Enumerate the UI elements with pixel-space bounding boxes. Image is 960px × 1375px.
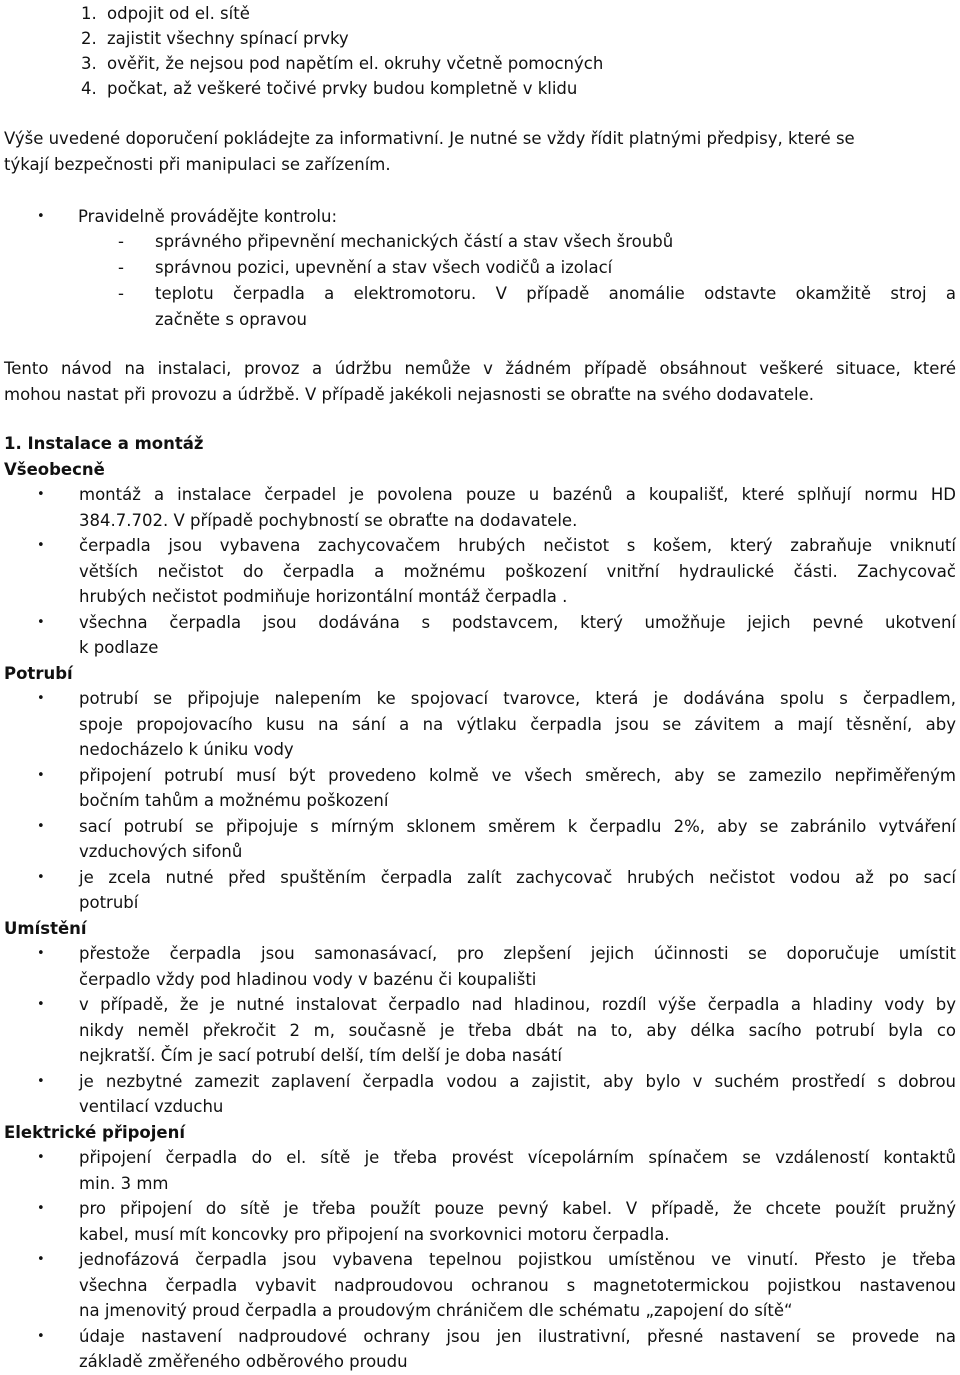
step-number: 2. <box>81 29 97 48</box>
general-list <box>0 482 960 661</box>
item-line: potrubí se připojuje nalepením ke spojovací tvarovce, která je dodávána spolu s čerpadlem, <box>79 689 956 708</box>
step-text: zajistit všechny spínací prvky <box>107 29 349 48</box>
dash-item-text: začněte s opravou <box>155 309 307 329</box>
list-item <box>0 610 960 661</box>
list-item <box>0 1145 960 1196</box>
step-number: 3. <box>81 54 97 73</box>
item-line: připojení čerpadla do el. sítě je třeba provést vícepolárním spínačem se vzdáleností kontaktů <box>79 1148 956 1167</box>
item-line: hrubých nečistot podmiňuje horizontální montáž čerpadla . <box>79 587 568 606</box>
dash-list <box>78 229 956 281</box>
list-item <box>0 941 960 992</box>
item-line: je zcela nutné před spuštěním čerpadla zalít zachycovač hrubých nečistot vodou až po sací <box>79 867 956 887</box>
step-text: ověřit, že nejsou pod napětím el. okruhy včetně pomocných <box>107 54 604 73</box>
list-item <box>0 1196 960 1247</box>
item-line: na jmenovitý proud čerpadla a proudovým chráničem dle schématu „zapojení do sítě“ <box>79 1301 793 1320</box>
section-title: 1. Instalace a montáž <box>4 434 204 453</box>
list-item <box>78 281 956 332</box>
step-number: 1. <box>81 4 97 23</box>
paragraph-line: Tento návod na instalaci, provoz a údržbu nemůže v žádném případě obsáhnout veškeré situace, které <box>4 359 956 378</box>
item-line: všechna čerpadla vybavit nadproudovou ochranou s magnetotermickou pojistkou nastavenou <box>79 1275 956 1295</box>
item-line: jednofázová čerpadla jsou vybavena tepelnou pojistkou umístěnou ve vinutí. Přesto je třeba <box>79 1250 956 1269</box>
disconnect-steps-list <box>0 1 603 101</box>
bullet-icon: • <box>37 1201 45 1216</box>
list-item <box>78 255 956 281</box>
item-line: spoje propojovacího kusu na sání a na výtlaku čerpadla jsou se závitem a mají těsnění, aby <box>79 714 956 734</box>
bullet-icon: • <box>37 538 45 553</box>
item-line: přestože čerpadla jsou samonasávací, pro zlepšení jejich účinnosti se doporučuje umístit <box>79 944 956 963</box>
bullet-icon: • <box>37 614 45 630</box>
item-line: ventilací vzduchu <box>79 1097 224 1116</box>
list-item <box>0 992 960 1069</box>
list-item <box>0 763 960 814</box>
list-item <box>0 76 603 101</box>
item-line: větších nečistot do čerpadla a možnému poškození vnitřní hydraulické části. Zachycovač <box>79 561 956 581</box>
list-item <box>0 1069 960 1120</box>
list-item <box>0 1247 960 1324</box>
list-item <box>0 1324 960 1375</box>
recommendation-paragraph <box>4 126 956 177</box>
dash-marker: - <box>118 258 124 277</box>
subheading-piping: Potrubí <box>4 663 73 683</box>
item-line: 384.7.702. V případě pochybností se obraťte na dodavatele. <box>79 510 578 530</box>
list-item <box>0 482 960 533</box>
subheading-electric: Elektrické připojení <box>4 1122 186 1142</box>
item-line: k podlaze <box>79 638 159 657</box>
bullet-icon: • <box>37 1328 45 1344</box>
item-line: připojení potrubí musí být provedeno kolmě ve všech směrech, aby se zamezilo nepřiměřeným <box>79 765 956 785</box>
paragraph-line: týkají bezpečnosti při manipulaci se zařízením. <box>4 154 391 174</box>
step-number: 4. <box>81 79 97 98</box>
paragraph-line: mohou nastat při provozu a údržbě. V případě jakékoli nejasnosti se obraťte na svého dodavatele. <box>4 384 815 404</box>
list-item <box>0 1 603 26</box>
list-item <box>0 26 603 51</box>
piping-list <box>0 686 960 916</box>
checklist-lead: Pravidelně provádějte kontrolu: <box>78 207 338 226</box>
item-line: základě změřeného odběrového proudu <box>79 1352 408 1371</box>
list-item <box>0 533 960 610</box>
bullet-icon: • <box>37 946 45 961</box>
item-line: nikdy neměl překročit 2 m, současně je třeba dbát na to, aby délka sacího potrubí byla co <box>79 1020 956 1040</box>
item-line: nejkratší. Čím je sací potrubí delší, tím delší je doba nasátí <box>79 1046 562 1065</box>
dash-item-text: správného připevnění mechanických částí a stav všech šroubů <box>155 232 674 251</box>
list-item <box>78 229 956 255</box>
list-item <box>0 686 960 763</box>
dash-item-text: správnou pozici, upevnění a stav všech vodičů a izolací <box>155 258 613 277</box>
bullet-icon: • <box>37 487 45 502</box>
disclaimer-paragraph <box>4 356 956 407</box>
dash-marker: - <box>118 232 124 251</box>
subheading-general: Všeobecně <box>4 459 105 479</box>
step-text: počkat, až veškeré točivé prvky budou kompletně v klidu <box>107 79 578 98</box>
step-text: odpojit od el. sítě <box>107 4 250 23</box>
item-line: vzduchových sifonů <box>79 842 243 861</box>
item-line: čerpadla jsou vybavena zachycovačem hrubých nečistot s košem, který zabraňuje vniknutí <box>79 536 956 555</box>
list-item <box>0 814 960 865</box>
subheading-placement: Umístění <box>4 918 87 938</box>
item-line: montáž a instalace čerpadel je povolena pouze u bazénů a koupališť, které splňují normu HD <box>79 485 956 504</box>
item-line: v případě, že je nutné instalovat čerpadlo nad hladinou, rozdíl výše čerpadla a hladiny vody by <box>79 995 956 1014</box>
item-line: pro připojení do sítě je třeba použít pouze pevný kabel. V případě, že chcete použít pružný <box>79 1199 956 1218</box>
electric-list <box>0 1145 960 1375</box>
installation-section <box>0 431 960 1375</box>
bullet-icon: • <box>37 997 45 1012</box>
paragraph-line: Výše uvedené doporučení pokládejte za informativní. Je nutné se vždy řídit platnými předpisy, které se <box>4 129 855 148</box>
item-line: potrubí <box>79 893 139 912</box>
dash-item-text: teplotu čerpadla a elektromotoru. V případě anomálie odstavte okamžitě stroj a <box>155 284 956 303</box>
bullet-icon: • <box>37 691 45 706</box>
list-item <box>0 865 960 916</box>
bullet-icon: • <box>37 818 45 834</box>
item-line: čerpadlo vždy pod hladinou vody v bazénu či koupališti <box>79 969 537 989</box>
list-item <box>0 51 603 76</box>
item-line: sací potrubí se připojuje s mírným sklonem směrem k čerpadlu 2%, aby se zabránilo vytváření <box>79 816 956 836</box>
item-line: min. 3 mm <box>79 1173 169 1193</box>
item-line: údaje nastavení nadproudové ochrany jsou jen ilustrativní, přesné nastavení se provede na <box>79 1326 956 1346</box>
dash-marker: - <box>118 284 124 303</box>
item-line: nedocházelo k úniku vody <box>79 740 294 759</box>
bullet-icon: • <box>37 869 45 885</box>
bullet-icon: • <box>37 1252 45 1267</box>
item-line: kabel, musí mít koncovky pro připojení na svorkovnici motoru čerpadla. <box>79 1224 670 1244</box>
bullet-icon: • <box>37 209 45 224</box>
item-line: je nezbytné zamezit zaplavení čerpadla vodou a zajistit, aby bylo v suchém prostředí s dobrou <box>79 1071 956 1091</box>
item-line: bočním tahům a možnému poškození <box>79 791 389 810</box>
placement-list <box>0 941 960 1120</box>
bullet-icon: • <box>37 1150 45 1165</box>
item-line: všechna čerpadla jsou dodávána s podstavcem, který umožňuje jejich pevné ukotvení <box>79 612 956 632</box>
bullet-icon: • <box>37 1073 45 1089</box>
bullet-icon: • <box>37 767 45 783</box>
